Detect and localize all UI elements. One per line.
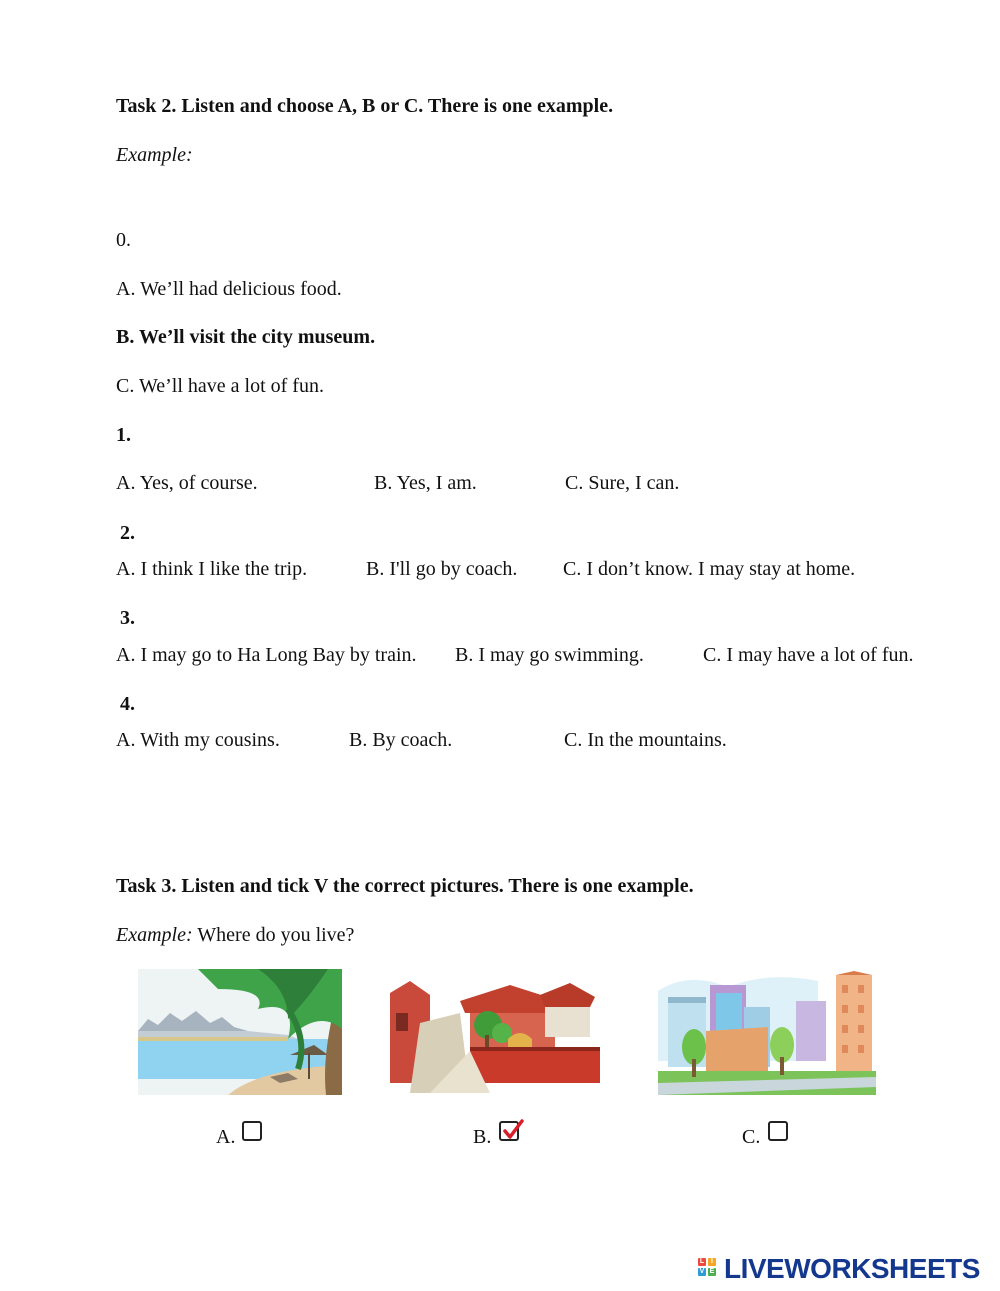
village-picture <box>390 973 605 1093</box>
task2-title: Task 2. Listen and choose A, B or C. There is one example. <box>116 95 614 117</box>
task3-example-question: Where do you live? <box>192 924 355 946</box>
question-3-option-b[interactable]: B. I may go swimming. <box>455 644 644 666</box>
question-number: 1. <box>116 424 131 446</box>
checkmark-icon <box>500 1117 526 1143</box>
question-1-option-c[interactable]: C. Sure, I can. <box>565 472 680 494</box>
logo-block-l: L <box>699 1258 705 1265</box>
task2-example-label: Example: <box>116 144 193 166</box>
example-option-c[interactable]: C. We’ll have a lot of fun. <box>116 375 324 397</box>
logo-block-v: V <box>699 1268 705 1275</box>
picture-b-checkbox[interactable] <box>499 1121 519 1141</box>
picture-c-checkbox[interactable] <box>768 1121 788 1141</box>
logo-block-i: I <box>708 1258 716 1266</box>
village-icon <box>390 973 605 1093</box>
picture-a-label: A. <box>216 1126 236 1148</box>
example-option-a[interactable]: A. We’ll had delicious food. <box>116 278 342 300</box>
beach-icon <box>138 969 342 1095</box>
question-3-option-a[interactable]: A. I may go to Ha Long Bay by train. <box>116 644 417 666</box>
question-number: 3. <box>120 607 135 629</box>
question-number: 4. <box>120 693 135 715</box>
task3-title: Task 3. Listen and tick V the correct pictures. There is one example. <box>116 875 694 897</box>
beach-picture <box>138 969 342 1095</box>
question-1-option-a[interactable]: A. Yes, of course. <box>116 472 258 494</box>
question-2-option-b[interactable]: B. I'll go by coach. <box>366 558 518 580</box>
question-4-option-c[interactable]: C. In the mountains. <box>564 729 727 751</box>
city-picture <box>658 971 876 1095</box>
example-option-b[interactable]: B. We’ll visit the city museum. <box>116 326 376 348</box>
question-number: 2. <box>120 522 135 544</box>
liveworksheets-logo-icon <box>698 1258 718 1284</box>
question-2-option-a[interactable]: A. I think I like the trip. <box>116 558 308 580</box>
example-number: 0. <box>116 229 131 251</box>
picture-b-label: B. <box>473 1126 492 1148</box>
question-2-option-c[interactable]: C. I don’t know. I may stay at home. <box>563 558 856 580</box>
city-icon <box>658 971 876 1095</box>
task3-example-line <box>116 925 354 945</box>
task3-example-label: Example: <box>116 924 193 946</box>
brand-name[interactable]: LIVEWORKSHEETS <box>724 1253 980 1284</box>
question-3-option-c[interactable]: C. I may have a lot of fun. <box>703 644 914 666</box>
logo-block-e: E <box>709 1268 715 1275</box>
question-1-option-b[interactable]: B. Yes, I am. <box>374 472 477 494</box>
question-4-option-a[interactable]: A. With my cousins. <box>116 729 280 751</box>
picture-a-checkbox[interactable] <box>242 1121 262 1141</box>
picture-c-label: C. <box>742 1126 761 1148</box>
question-4-option-b[interactable]: B. By coach. <box>349 729 453 751</box>
